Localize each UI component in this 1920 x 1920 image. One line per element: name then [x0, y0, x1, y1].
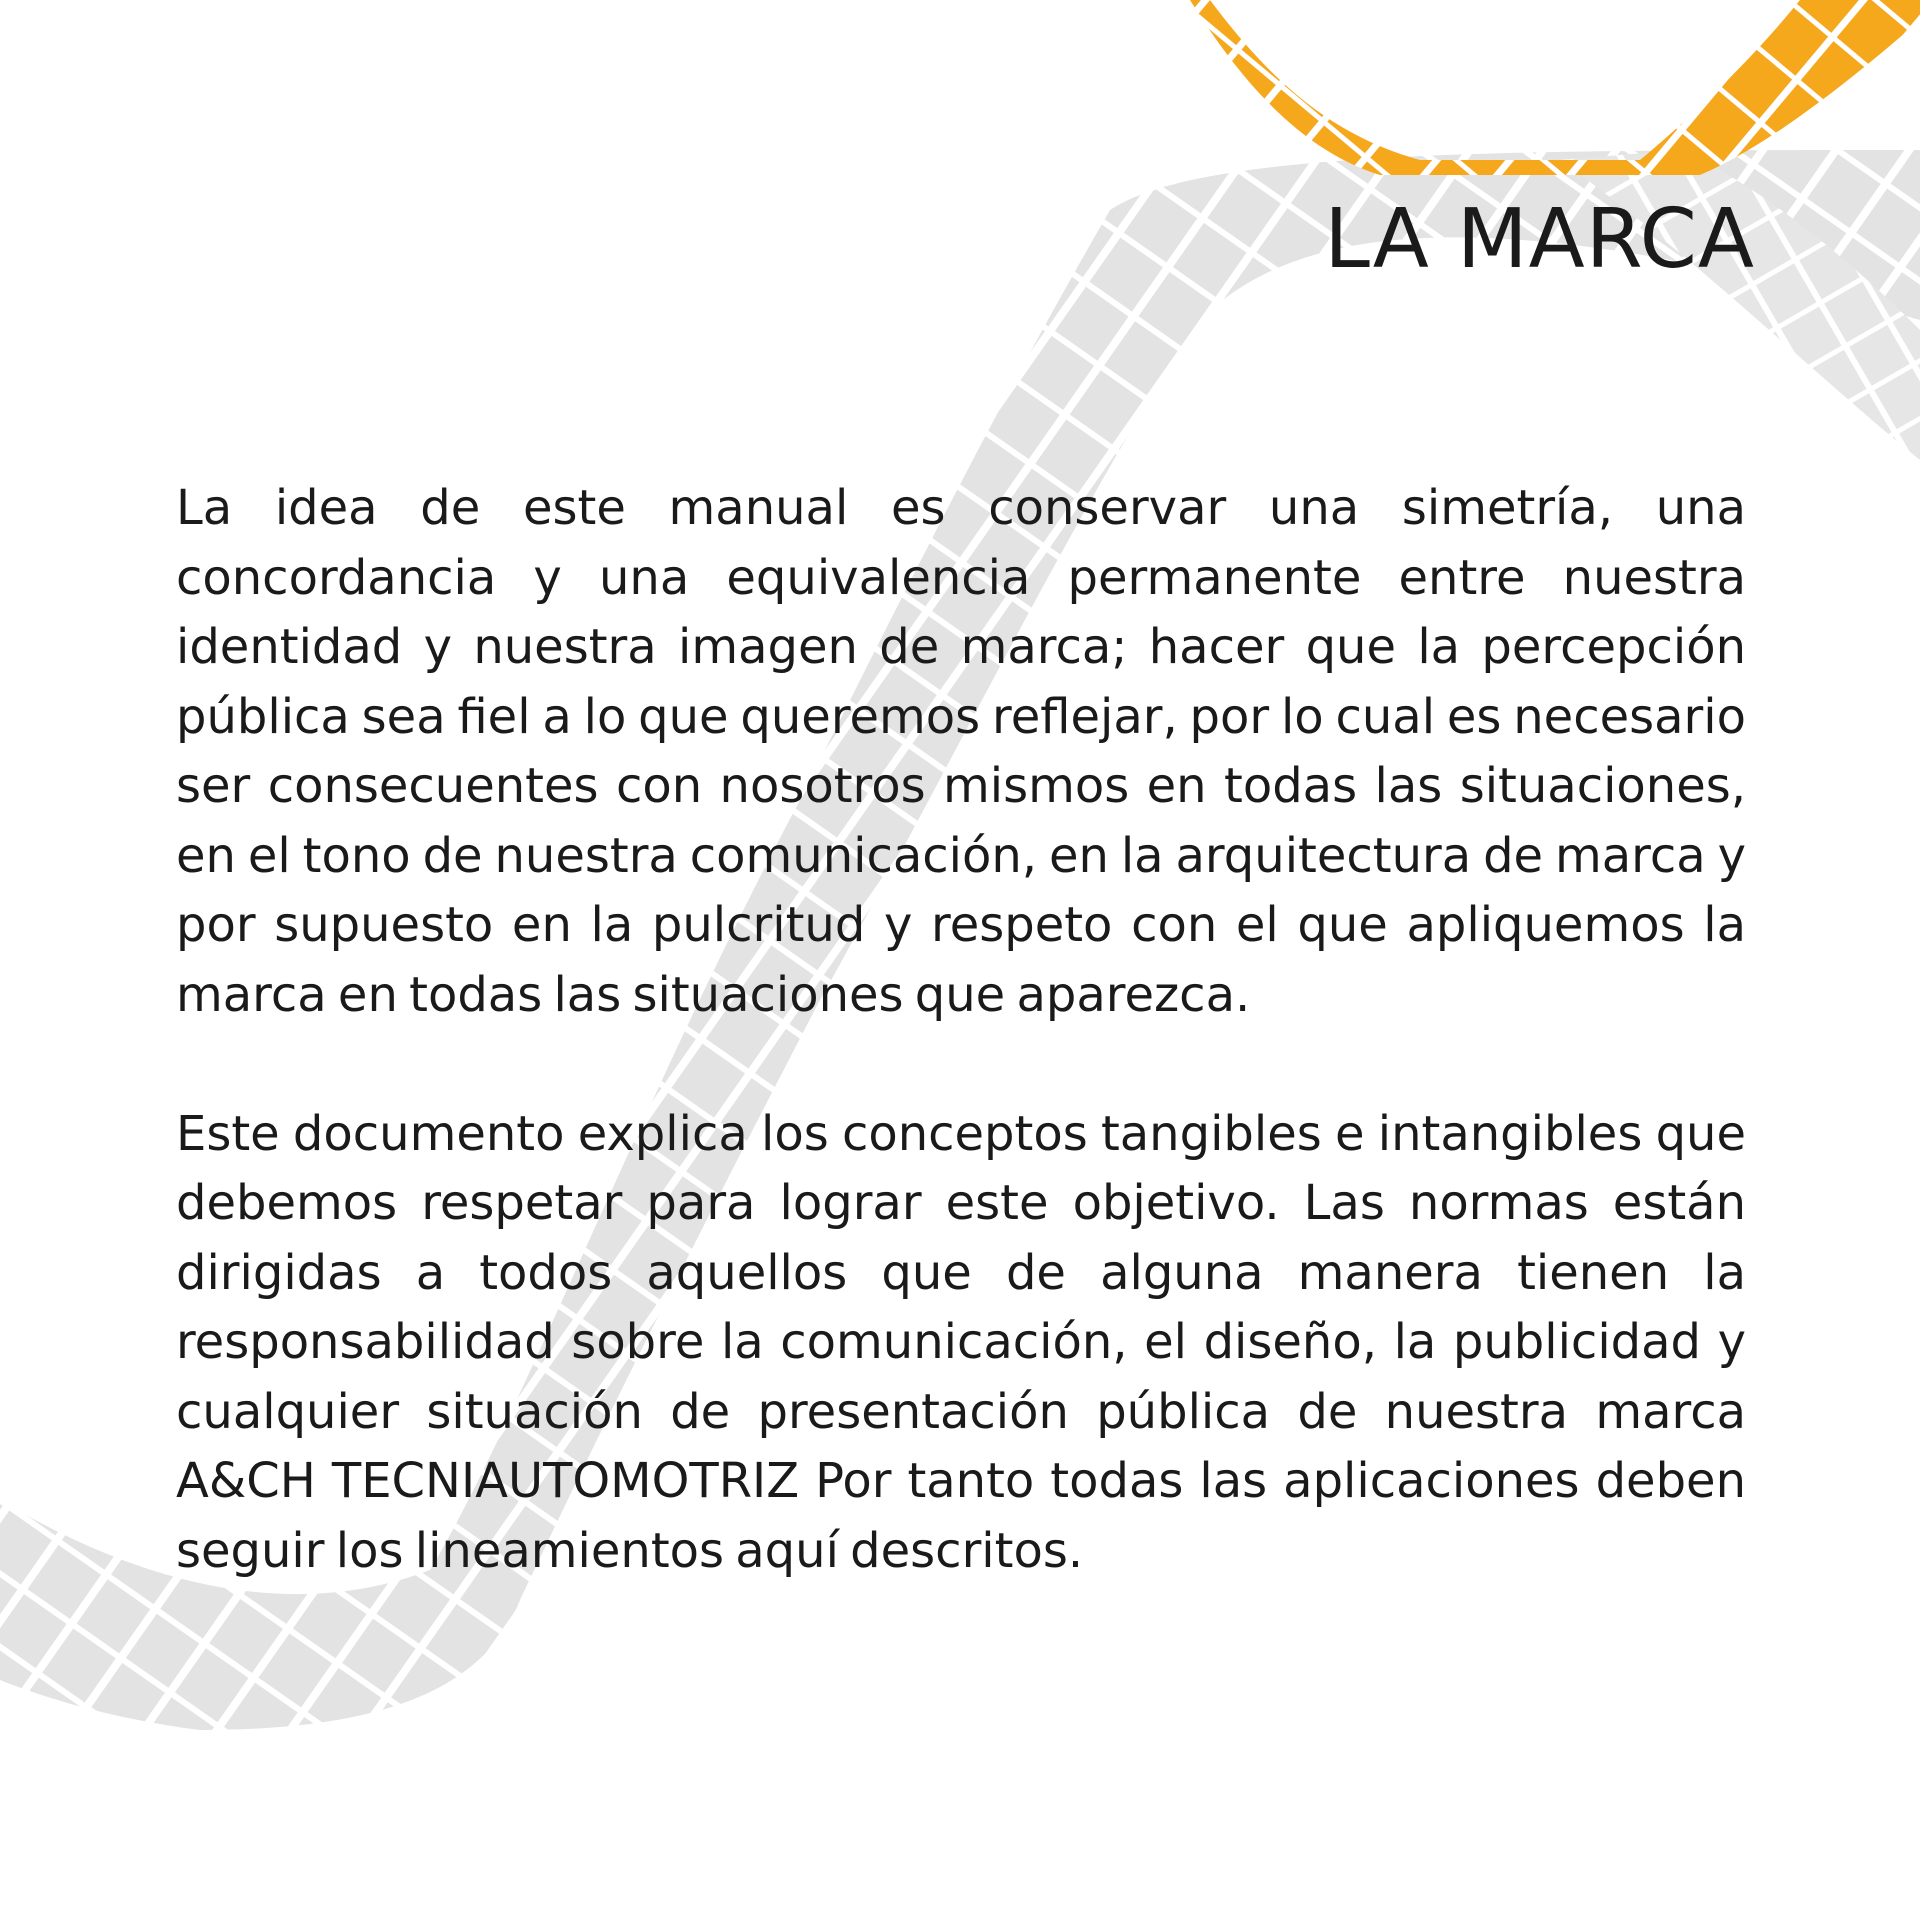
body-text — [176, 474, 1746, 1586]
orange-tread-band — [1190, 0, 1920, 175]
scope-paragraph: Este documento explica los conceptos tangibles e intangibles que debemos respetar para lograr este objetivo. Las normas están dirigidas a todos aquellos que de alguna manera tienen la responsabilidad sobre la comunicación, el diseño, la publicidad y cualquier situación de presentación pública de nuestra marca A&CH TECNIAUTOMOTRIZ Por tanto todas las aplicaciones deben seguir los lineamientos aquí descritos. — [176, 1105, 1746, 1579]
page-title: LA MARCA — [1324, 192, 1755, 287]
intro-paragraph: La idea de este manual es conservar una simetría, una concordancia y una equivalencia permanente entre nuestra identidad y nuestra imagen de marca; hacer que la percepción pública sea fiel a lo que queremos reflejar, por lo cual es necesario ser consecuentes con nosotros mismos en todas las situaciones, en el tono de nuestra comunicación, en la arquitectura de marca y por supuesto en la pulcritud y respeto con el que apliquemos la marca en todas las situaciones que aparezca. — [176, 480, 1746, 1023]
